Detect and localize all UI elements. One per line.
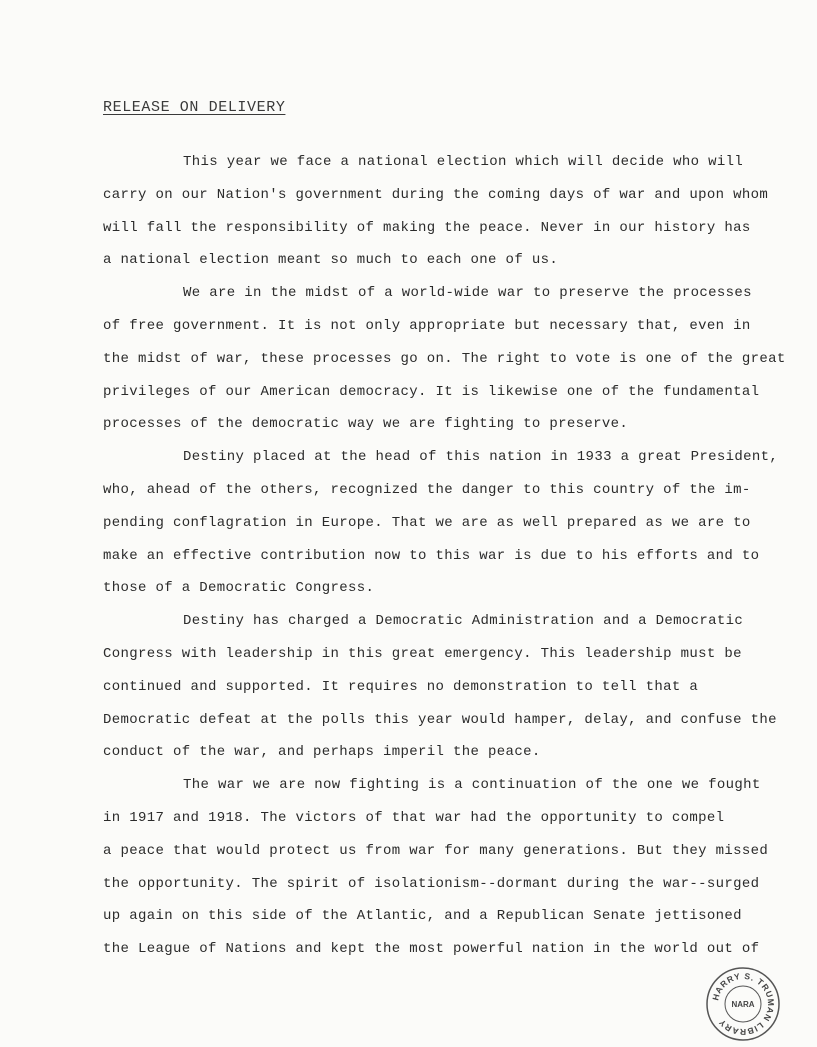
archive-stamp [704, 965, 782, 1043]
text-line: This year we face a national election which will decide who will [183, 154, 744, 170]
text-line: up again on this side of the Atlantic, and a Republican Senate jettisoned [103, 908, 742, 925]
document-body [103, 146, 786, 966]
text-line: Democratic defeat at the polls this year would hamper, delay, and confuse the [103, 711, 777, 728]
text-line: Destiny placed at the head of this nation in 1933 a great President, [183, 449, 779, 466]
text-line: Congress with leadership in this great emergency. This leadership must be [103, 645, 742, 662]
release-heading: RELEASE ON DELIVERY [103, 99, 286, 116]
paragraph-2 [103, 277, 786, 441]
text-line: make an effective contribution now to this war is due to his efforts and to [103, 547, 760, 564]
text-line: who, ahead of the others, recognized the danger to this country of the im- [103, 481, 751, 498]
text-line: in 1917 and 1918. The victors of that war had the opportunity to compel [103, 809, 725, 826]
text-line: will fall the responsibility of making the peace. Never in our history has [103, 219, 751, 236]
stamp-arc-text: HARRY S. TRUMAN LIBRARY [710, 970, 777, 1038]
text-line: We are in the midst of a world-wide war to preserve the processes [183, 285, 752, 302]
text-line: the League of Nations and kept the most powerful nation in the world out of [103, 941, 760, 958]
paragraph-3 [103, 441, 779, 605]
text-line: The war we are now fighting is a continuation of the one we fought [183, 777, 761, 794]
text-line: carry on our Nation's government during the coming days of war and upon whom [103, 186, 769, 203]
stamp-center-text: NARA [731, 1000, 755, 1009]
text-line: continued and supported. It requires no demonstration to tell that a [103, 678, 699, 695]
paragraph-4 [103, 605, 777, 769]
text-line: processes of the democratic way we are fighting to preserve. [103, 416, 629, 433]
text-line: a peace that would protect us from war for many generations. But they missed [103, 842, 769, 859]
text-line: privileges of our American democracy. It is likewise one of the fundamental [103, 383, 760, 400]
text-line: pending conflagration in Europe. That we are as well prepared as we are to [103, 514, 751, 531]
text-line: Destiny has charged a Democratic Administration and a Democratic [183, 613, 744, 630]
text-line: conduct of the war, and perhaps imperil the peace. [103, 744, 541, 761]
text-line: a national election meant so much to each one of us. [103, 252, 559, 269]
paragraph-5 [103, 769, 769, 966]
text-line: the opportunity. The spirit of isolationism--dormant during the war--surged [103, 875, 760, 892]
paragraph-1 [103, 146, 769, 277]
text-line: of free government. It is not only appropriate but necessary that, even in [103, 317, 751, 334]
text-line: the midst of war, these processes go on. The right to vote is one of the great [103, 350, 786, 367]
text-line: those of a Democratic Congress. [103, 580, 375, 597]
